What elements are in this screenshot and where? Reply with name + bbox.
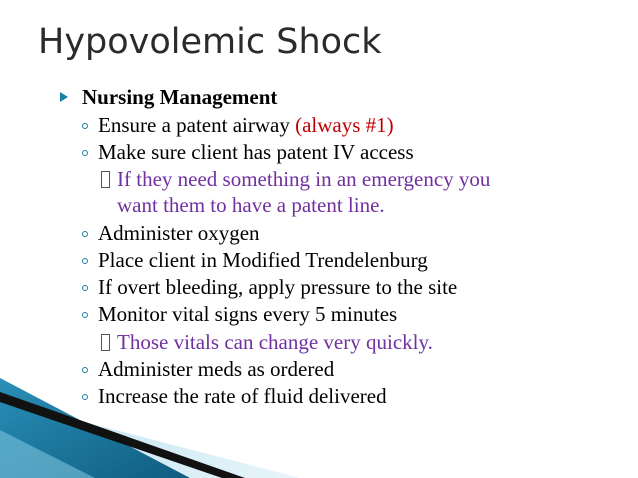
item-text: Increase the rate of fluid delivered (98, 384, 387, 408)
circle-bullet-icon (82, 150, 88, 156)
circle-bullet-icon (82, 285, 88, 291)
item-text: Ensure a patent airway (98, 113, 296, 137)
item-text: Monitor vital signs every 5 minutes (98, 302, 398, 326)
sub-item-text: If they need something in an emergency you (117, 167, 491, 191)
sub-item-vitals-change (117, 329, 433, 356)
triangle-bullet-icon (60, 92, 68, 102)
circle-bullet-icon (82, 312, 88, 318)
circle-bullet-icon (82, 231, 88, 237)
list-item-trendelenburg (98, 247, 428, 274)
highlight-note: (always #1) (295, 113, 394, 137)
list-item-oxygen (98, 220, 260, 247)
circle-bullet-icon (82, 394, 88, 400)
item-text: Administer oxygen (98, 221, 260, 245)
item-text: Make sure client has patent IV access (98, 140, 414, 164)
list-item-heading (82, 84, 277, 111)
sub-item-iv-reason-continued (117, 192, 385, 219)
circle-bullet-icon (82, 258, 88, 264)
list-item-fluids (98, 383, 387, 410)
list-item-meds (98, 356, 334, 383)
list-item-iv-access (98, 139, 414, 166)
list-item-bleeding (98, 274, 457, 301)
slide-title: Hypovolemic Shock (38, 22, 382, 62)
circle-bullet-icon (82, 123, 88, 129)
sub-item-text: Those vitals can change very quickly. (117, 330, 433, 354)
heading-text: Nursing Management (82, 85, 278, 109)
item-text: If overt bleeding, apply pressure to the site (98, 275, 458, 299)
box-bullet-icon (101, 171, 110, 188)
box-bullet-icon (101, 334, 110, 351)
sub-item-text: want them to have a patent line. (117, 193, 385, 217)
item-text: Place client in Modified Trendelenburg (98, 248, 428, 272)
item-text: Administer meds as ordered (98, 357, 335, 381)
list-item-airway (98, 112, 394, 139)
circle-bullet-icon (82, 367, 88, 373)
list-item-vitals (98, 301, 397, 328)
sub-item-iv-reason (117, 166, 490, 193)
